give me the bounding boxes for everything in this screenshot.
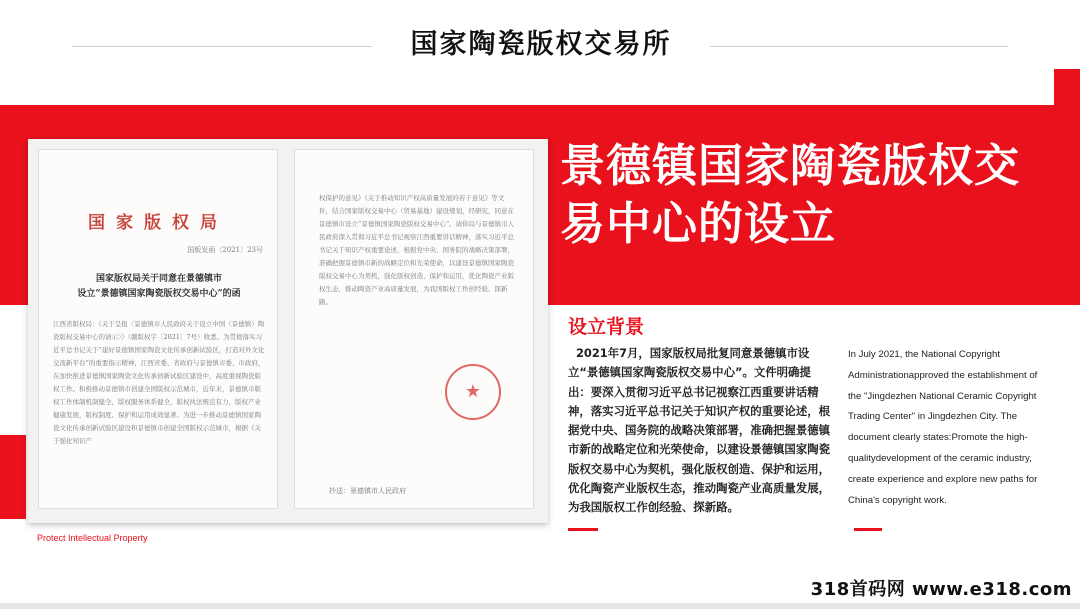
document-title	[55, 272, 263, 302]
document-scan	[28, 139, 548, 523]
headline: 景德镇国家陶瓷版权交易中心的设立	[560, 139, 1021, 250]
document-page-1-body: 江西省版权局：《关于呈报〈景德镇市人民政府关于设立中国（景德镇）陶瓷版权交易中心的请示〉》（赣版权字〔2021〕7号）收悉。为贯彻落实习近平总书记关于“建好景德镇国家陶瓷文化传承创新试验区，打造对外文化交流新平台”的重要指示精神，江西省委、省政府与景德镇市委、市政府，在加快推进景德镇国家陶瓷文化传承创新试验区建设中，高度重视陶瓷版权工作。积极推动景德镇市创建全国版权示范城市，近年来，景德镇市版权工作体制机制健全，版权服务体系健全，版权执法规范有力，版权产业健康发展，版权制度、保护和运用成效显著。为进一步推动景德镇国家陶瓷文化传承创新试验区建设和景德镇市创建全国版权示范城市，根据《关于强化知识产	[53, 320, 265, 445]
document-cc-line: 抄送：景德镇市人民政府	[329, 487, 406, 495]
accent-underline-en	[854, 528, 882, 531]
protect-caption: Protect Intellectual Property	[37, 533, 148, 543]
section-title: 设立背景	[568, 316, 645, 338]
bottom-bar	[0, 603, 1080, 609]
document-page-2	[294, 149, 534, 509]
left-accent-notch	[0, 435, 26, 519]
title-rule-left	[72, 46, 372, 47]
document-title-line-1: 国家版权局关于同意在景德镇市	[95, 274, 222, 284]
document-title-line-2: 设立“景德镇国家陶瓷版权交易中心”的函	[77, 289, 241, 299]
document-issuer: 国家版权局	[88, 213, 228, 233]
section-text-english: In July 2021, the National Copyright Administrationapproved the establishment of the "Jingdezhen National Ceramic Copyright Trading Center" in Jingdezhen City. The document clearly states:Promote the high-qualitydevelopment of the ceramic industry, create experience and explore new paths for China's copyright work.	[848, 349, 1038, 506]
title-rule-right	[710, 46, 1008, 47]
document-page-1	[38, 149, 278, 509]
document-number: 国版发函〔2021〕23号	[187, 246, 263, 254]
section-text-chinese: 2021年7月，国家版权局批复同意景德镇市设立“景德镇国家陶瓷版权交易中心”。文件明确提出：要深入贯彻习近平总书记视察江西重要讲话精神，落实习近平总书记关于知识产权的重要论述，根据党中央、国务院的战略决策部署，准确把握景德镇市新的战略定位和光荣使命，以建设景德镇国家陶瓷版权交易中心为契机，强化版权创造、保护和运用，优化陶瓷产业版权生态，推动陶瓷产业高质量发展，为我国版权工作创经验、探新路。	[568, 346, 830, 515]
page-title: 国家陶瓷版权交易所	[410, 29, 672, 60]
corner-accent-tab	[1054, 69, 1080, 105]
site-watermark: 318首码网 www.e318.com	[810, 579, 1072, 600]
document-page-2-body: 权保护的意见》《关于推动知识产权高质量发展的若干意见》等文件，结合国家版权交易中心（贸易基地）建设规划，经研究，同意在景德镇市设立“景德镇国家陶瓷版权交易中心”。请你局与景德镇市人民政府深入贯彻习近平总书记视察江西重要讲话精神，落实习近平总书记关于知识产权重要论述，根据党中央、国务院的战略决策部署，准确把握景德镇市新的战略定位和光荣使命，以建设景德镇国家陶瓷版权交易中心为契机，强化版权创造、保护和运用，优化陶瓷产业版权生态，推动陶瓷产业高质量发展，为我国版权工作创经验、探新路。	[319, 194, 515, 306]
official-seal-icon: ★	[445, 364, 501, 420]
accent-underline-cn	[568, 528, 598, 531]
